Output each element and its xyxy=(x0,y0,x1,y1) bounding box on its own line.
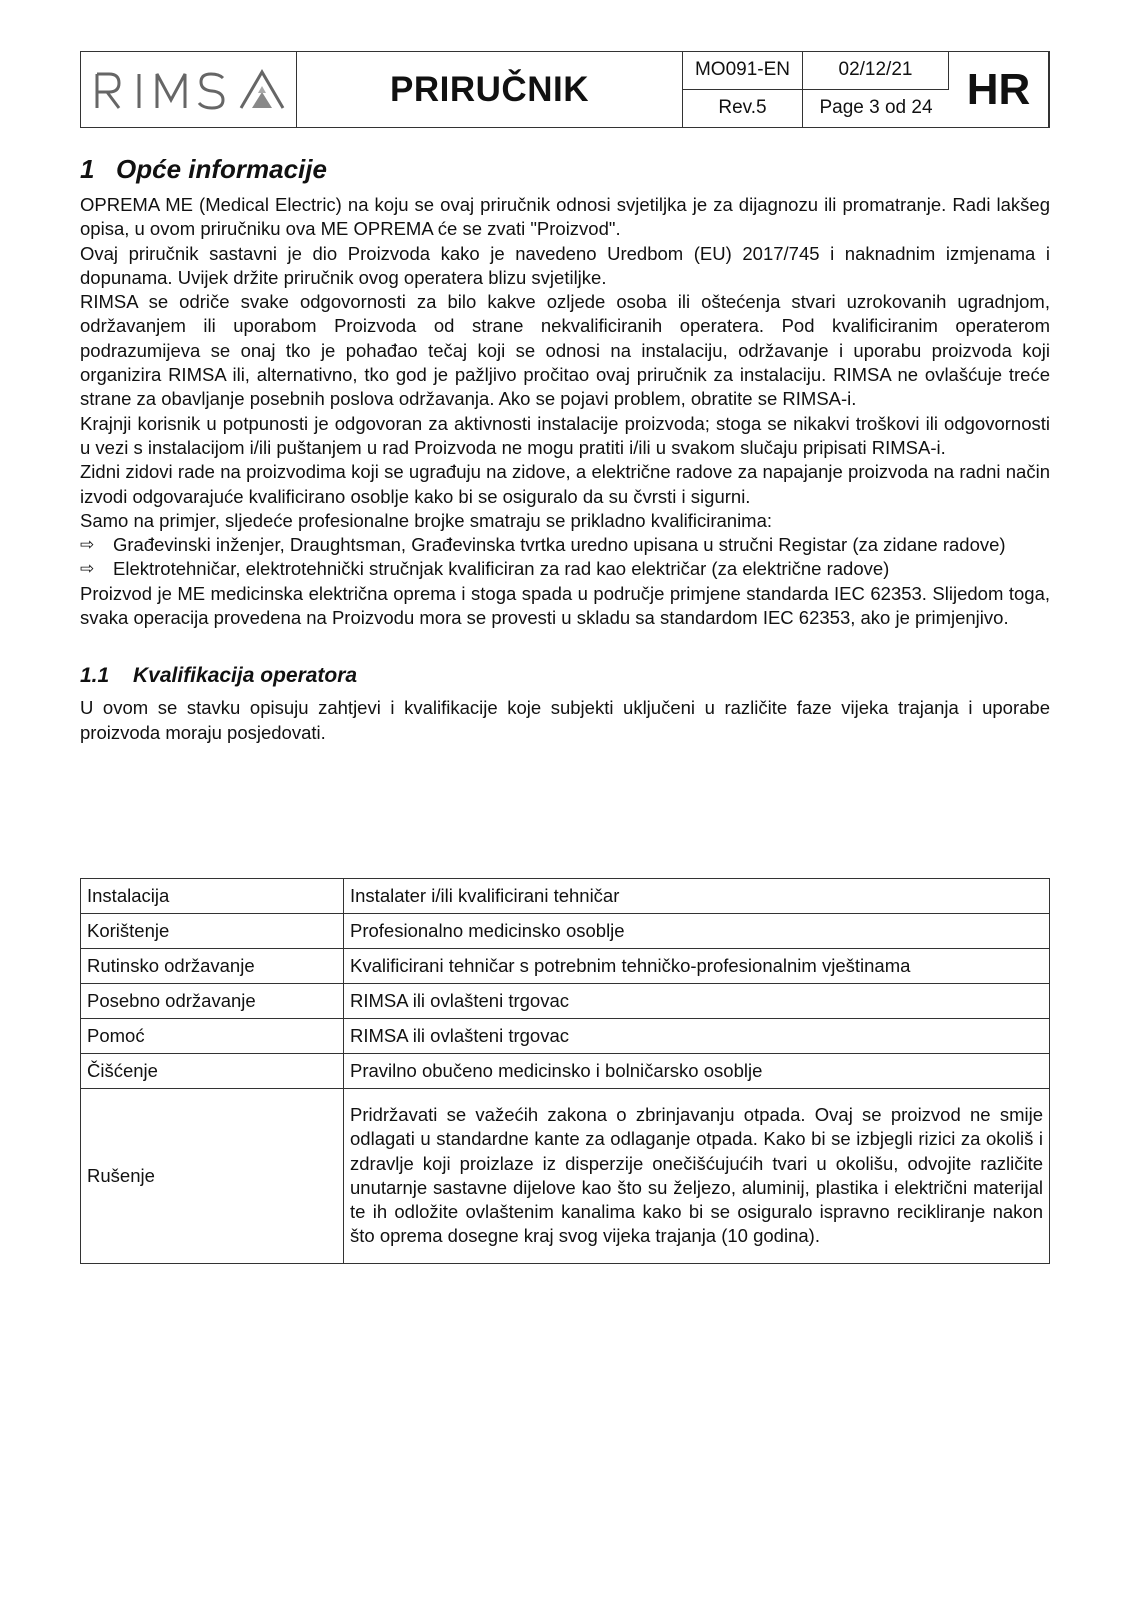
arrow-right-icon: ⇨ xyxy=(80,559,95,579)
subsection-number: 1.1 xyxy=(80,664,110,688)
role-cell: Korištenje xyxy=(81,914,344,949)
document-title: PRIRUČNIK xyxy=(297,52,683,127)
document-code: MO091-EN xyxy=(683,52,803,90)
role-cell: Instalacija xyxy=(81,879,344,914)
arrow-right-icon: ⇨ xyxy=(80,535,95,555)
document-date: 02/12/21 xyxy=(803,52,949,90)
paragraph: OPREMA ME (Medical Electric) na koju se ovaj priručnik odnosi svjetiljka je za dijagnozu ili promatranje. Radi lakšeg opisa, u ovom priručniku ova ME OPREMA će se zvati "Proizvod". xyxy=(80,194,1050,240)
subsection-title: Kvalifikacija operatora xyxy=(133,664,358,688)
page-content xyxy=(80,154,1050,745)
role-cell: Posebno održavanje xyxy=(81,984,344,1019)
paragraph: Samo na primjer, sljedeće profesionalne brojke smatraju se prikladno kvalificiranima: xyxy=(80,509,773,531)
list-item xyxy=(80,533,1050,557)
table-row xyxy=(81,949,1050,984)
page-number: Page 3 od 24 xyxy=(819,97,933,119)
paragraph: Krajnji korisnik u potpunosti je odgovoran za aktivnosti instalacije proizvoda; stoga se nikakvi troškovi ili odgovornosti u vezi s instalacijom i/ili puštanjem u rad Proizvoda ne mogu pratiti i/ili u svakom slučaju pripisati RIMSA-i. xyxy=(80,412,1050,458)
table-row xyxy=(81,1089,1050,1264)
document-header xyxy=(80,51,1050,128)
paragraph: Proizvod je ME medicinska električna oprema i stoga spada u područje primjene standarda IEC 62353. Slijedom toga, svaka operacija provedena na Proizvodu mora se provesti u skladu sa standardom IEC 62353, ako je primjenjivo. xyxy=(80,582,1050,629)
list-item-text: Elektrotehničar, elektrotehnički stručnjak kvalificiran za rad kao električar (za električne radove) xyxy=(113,558,890,580)
paragraph: Zidni zidovi rade na proizvodima koji se ugrađuju na zidove, a električne radove za napajanje proizvoda na radni način izvodi odgovarajuće kvalificirano osoblje kako bi se osiguralo da su čvrsti i sigurni. xyxy=(80,461,1050,507)
paragraph: U ovom se stavku opisuju zahtjevi i kvalifikacije koje subjekti uključeni u različite faze vijeka trajanja i uporabe proizvoda moraju posjedovati. xyxy=(80,697,1050,743)
description-cell: Kvalificirani tehničar s potrebnim tehničko-profesionalnim vještinama xyxy=(344,949,1050,984)
list-item-text: Građevinski inženjer, Draughtsman, Građevinska tvrtka uredno upisana u stručni Registar (za zidane radove) xyxy=(113,534,1006,556)
table-row xyxy=(81,1019,1050,1054)
paragraph: Ovaj priručnik sastavni je dio Proizvoda kako je navedeno Uredbom (EU) 2017/745 i naknadnim izmjenama i dopunama. Uvijek držite priručnik ovog operatera blizu svjetiljke. xyxy=(80,242,1050,288)
section-heading xyxy=(80,154,1050,185)
section-title: Opće informacije xyxy=(116,154,327,184)
section-number: 1 xyxy=(80,154,95,184)
description-cell: Instalater i/ili kvalificirani tehničar xyxy=(344,879,1050,914)
table-row xyxy=(81,984,1050,1019)
role-cell: Rušenje xyxy=(81,1089,344,1264)
revision: Rev.5 xyxy=(683,90,803,128)
role-cell: Čišćenje xyxy=(81,1054,344,1089)
role-cell: Rutinsko održavanje xyxy=(81,949,344,984)
role-cell: Pomoć xyxy=(81,1019,344,1054)
table-row xyxy=(81,914,1050,949)
description-cell: RIMSA ili ovlašteni trgovac xyxy=(344,1019,1050,1054)
table-row xyxy=(81,1054,1050,1089)
subsection-heading xyxy=(80,664,1050,688)
qualification-table xyxy=(80,878,1050,1264)
rimsa-logo-icon xyxy=(91,66,287,114)
language-code: HR xyxy=(949,52,1049,127)
table-row xyxy=(81,879,1050,914)
qualified-list xyxy=(80,533,1050,582)
logo-cell xyxy=(81,52,297,127)
list-item xyxy=(80,557,1050,581)
description-cell: Pridržavati se važećih zakona o zbrinjavanju otpada. Ovaj se proizvod ne smije odlagati u standardne kante za odlaganje otpada. Kako bi se izbjegli rizici za okoliš i zdravlje koji proizlaze iz disperzije onečišćujućih tvari u okolišu, odvojite različite unutarnje sastavne dijelove kao što su željezo, aluminij, plastika i električni materijal te ih odložite ovlaštenim kanalima kako bi se osiguralo ispravno recikliranje nakon što oprema dosegne kraj svog vijeka trajanja (10 godina). xyxy=(344,1089,1050,1264)
description-cell: Pravilno obučeno medicinsko i bolničarsko osoblje xyxy=(344,1054,1050,1089)
rimsa-logo xyxy=(91,66,287,114)
description-cell: RIMSA ili ovlašteni trgovac xyxy=(344,984,1050,1019)
paragraph: RIMSA se odriče svake odgovornosti za bilo kakve ozljede osoba ili oštećenja stvari uzrokovanih ugradnjom, održavanjem ili uporabom Proizvoda od strane nekvalificiranih operatera. Pod kvalificiranim operaterom podrazumijeva se onaj tko je pohađao tečaj koji se odnosi na instalaciju, održavanje i uporabu proizvoda koji organizira RIMSA ili, alternativno, tko god je pažljivo pročitao ovaj priručnik za instalaciju. RIMSA ne ovlašćuje treće strane za obavljanje posebnih poslova održavanja. Ako se pojavi problem, obratite se RIMSA-i. xyxy=(80,291,1050,410)
description-cell: Profesionalno medicinsko osoblje xyxy=(344,914,1050,949)
